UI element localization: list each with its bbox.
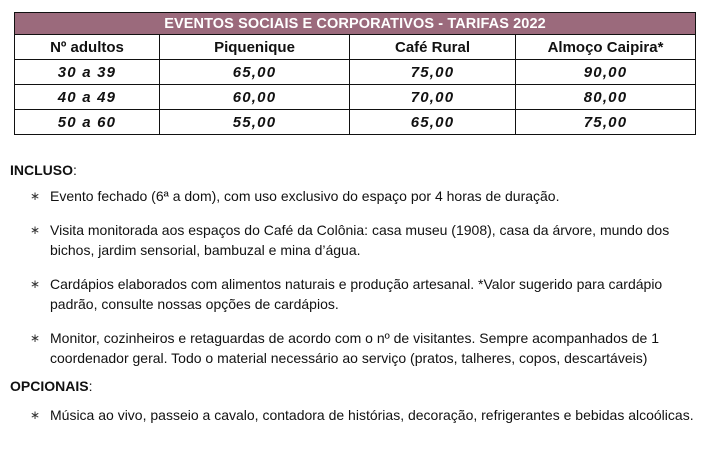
table-row (15, 85, 696, 110)
list-item (30, 274, 705, 314)
opcionais-heading-colon: : (88, 378, 93, 394)
cell-piquenique-price: 55,00 (160, 110, 350, 135)
tariff-table (14, 12, 696, 135)
bullet-icon: ∗ (30, 223, 41, 237)
cell-adults: 40 a 49 (15, 85, 160, 110)
bullet-icon: ∗ (30, 331, 41, 345)
list-item-text: Cardápios elaborados com alimentos naturais e produção artesanal. *Valor sugerido para cardápio padrão, consulte nossas opções de cardápios. (50, 276, 663, 312)
header-piquenique: Piquenique (160, 35, 350, 60)
incluso-list (30, 186, 705, 382)
cell-piquenique-price: 65,00 (160, 60, 350, 85)
incluso-heading-colon: : (73, 162, 77, 178)
opcionais-list (30, 405, 705, 439)
incluso-heading (10, 162, 77, 178)
bullet-icon: ∗ (30, 277, 41, 291)
list-item (30, 220, 705, 260)
list-item-text: Visita monitorada aos espaços do Café da Colônia: casa museu (1908), casa da árvore, mundo dos bichos, jardim sensorial, bambuzal e mina d’água. (50, 222, 670, 258)
cell-almoco-caipira-price: 80,00 (516, 85, 696, 110)
cell-cafe-rural-price: 70,00 (350, 85, 516, 110)
cell-almoco-caipira-price: 75,00 (516, 110, 696, 135)
header-adults: Nº adultos (15, 35, 160, 60)
table-header-row (15, 35, 696, 60)
list-item (30, 186, 705, 206)
list-item-text: Evento fechado (6ª a dom), com uso exclusivo do espaço por 4 horas de duração. (50, 188, 560, 204)
cell-adults: 50 a 60 (15, 110, 160, 135)
header-cafe-rural: Café Rural (350, 35, 516, 60)
cell-cafe-rural-price: 75,00 (350, 60, 516, 85)
list-item-text: Música ao vivo, passeio a cavalo, contadora de histórias, decoração, refrigerantes e bebidas alcoólicas. (50, 407, 694, 423)
list-item-text: Monitor, cozinheiros e retaguardas de acordo com o nº de visitantes. Sempre acompanhados de 1 coordenador geral. Todo o material necessário ao serviço (pratos, talheres, copos, descartáveis) (50, 330, 660, 366)
incluso-heading-text: INCLUSO (10, 162, 73, 178)
list-item (30, 328, 705, 368)
bullet-icon: ∗ (30, 408, 41, 422)
opcionais-heading-text: OPCIONAIS (10, 378, 89, 394)
cell-adults: 30 a 39 (15, 60, 160, 85)
cell-cafe-rural-price: 65,00 (350, 110, 516, 135)
table-title: EVENTOS SOCIAIS E CORPORATIVOS - TARIFAS 2022 (15, 13, 696, 35)
cell-almoco-caipira-price: 90,00 (516, 60, 696, 85)
opcionais-heading (10, 378, 92, 394)
cell-piquenique-price: 60,00 (160, 85, 350, 110)
table-title-row (15, 13, 696, 35)
header-almoco-caipira: Almoço Caipira* (516, 35, 696, 60)
list-item (30, 405, 705, 425)
table-row (15, 60, 696, 85)
bullet-icon: ∗ (30, 189, 41, 203)
table-row (15, 110, 696, 135)
